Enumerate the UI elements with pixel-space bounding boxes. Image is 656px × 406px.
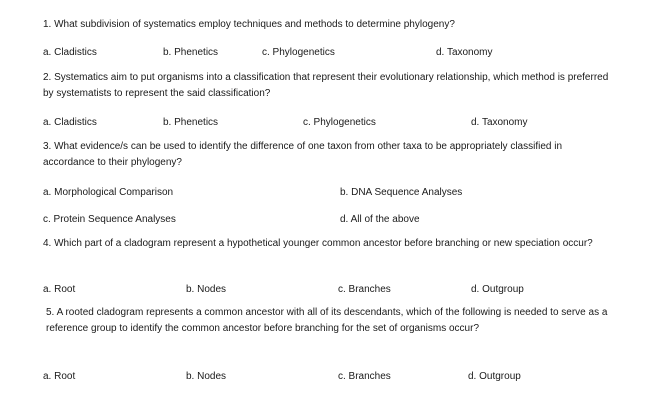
q2-option-a: a. Cladistics bbox=[43, 117, 97, 128]
q4-option-c: c. Branches bbox=[338, 284, 391, 295]
q3-option-c: c. Protein Sequence Analyses bbox=[43, 214, 176, 225]
q1-option-b: b. Phenetics bbox=[163, 47, 219, 58]
q4-option-a: a. Root bbox=[43, 284, 76, 295]
q5-option-c: c. Branches bbox=[338, 371, 391, 382]
q5-option-a: a. Root bbox=[43, 371, 76, 382]
q2-option-b: b. Phenetics bbox=[163, 117, 219, 128]
q4-option-b: b. Nodes bbox=[186, 284, 227, 295]
q1-option-a: a. Cladistics bbox=[43, 47, 97, 58]
q5-option-b: b. Nodes bbox=[186, 371, 227, 382]
q2-option-d: d. Taxonomy bbox=[471, 117, 528, 128]
question-1: 1. What subdivision of systematics employ techniques and methods to determine phylogeny? bbox=[43, 19, 455, 30]
q1-option-c: c. Phylogenetics bbox=[262, 47, 335, 58]
q2-option-c: c. Phylogenetics bbox=[303, 117, 376, 128]
q1-option-d: d. Taxonomy bbox=[436, 47, 493, 58]
q3-option-a: a. Morphological Comparison bbox=[43, 187, 174, 198]
q3-option-b: b. DNA Sequence Analyses bbox=[340, 187, 463, 198]
question-2: 2. Systematics aim to put organisms into a classification that represent their evolutionary relationship, which method is preferred by systematists to represent the said classification? bbox=[43, 72, 609, 99]
question-3: 3. What evidence/s can be used to identify the difference of one taxon from other taxa to be appropriately classified in accordance to their phylogeny? bbox=[43, 141, 563, 168]
q4-option-d: d. Outgroup bbox=[471, 284, 524, 295]
question-5: 5. A rooted cladogram represents a common ancestor with all of its descendants, which of the following is needed to serve as a reference group to identify the common ancestor before branching for the set of organisms occur? bbox=[46, 307, 608, 334]
q5-option-d: d. Outgroup bbox=[468, 371, 521, 382]
question-4: 4. Which part of a cladogram represent a hypothetical younger common ancestor before branching or new speciation occur? bbox=[43, 238, 593, 249]
q3-option-d: d. All of the above bbox=[340, 214, 420, 225]
